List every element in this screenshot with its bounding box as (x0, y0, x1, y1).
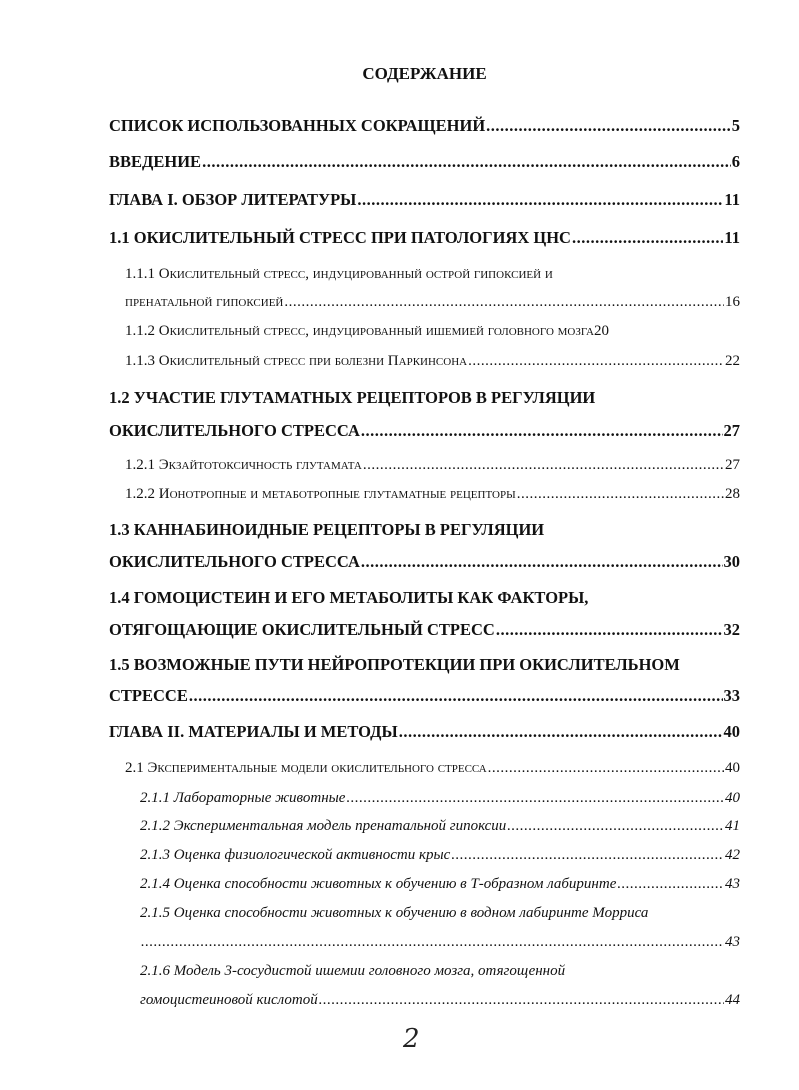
toc-entry-1-1-3 (125, 353, 740, 370)
toc-entry-text: 1.1.3 Окислительный стресс при болезни Паркинсона (125, 353, 468, 369)
toc-entry-2-1-1 (140, 790, 740, 807)
toc-entry-page: 27 (725, 457, 740, 473)
toc-entry-2-1-5 (140, 934, 740, 951)
toc-entry-2-1-3 (140, 847, 740, 864)
toc-entry-1-5-line1: 1.5 ВОЗМОЖНЫЕ ПУТИ НЕЙРОПРОТЕКЦИИ ПРИ ОКИСЛИТЕЛЬНОМ (109, 655, 680, 674)
toc-leader-dots (361, 552, 723, 572)
toc-entry-1-1-2 (125, 323, 740, 340)
toc-entry-text: ОКИСЛИТЕЛЬНОГО СТРЕССА (109, 421, 360, 440)
toc-entry-text: 2.1.2 Экспериментальная модель пренатальной гипоксии (140, 818, 507, 834)
toc-leader-dots (357, 190, 723, 210)
toc-entry-page: 40 (725, 760, 740, 776)
page-number: 2 (403, 1024, 420, 1054)
toc-entry-page: 32 (723, 620, 740, 639)
toc-entry-text: пренатальной гипоксией (125, 294, 284, 310)
toc-entry-1-2-1 (125, 457, 740, 474)
toc-entry-text: 1.2.2 Ионотропные и метаботропные глутаматные рецепторы (125, 486, 516, 502)
toc-entry-text: 1.2.1 Экзайтотоксичность глутамата (125, 457, 362, 473)
toc-entry-page: 27 (723, 421, 740, 440)
toc-entry-page: 11 (724, 228, 740, 247)
toc-leader-dots (284, 294, 724, 311)
toc-leader-dots (361, 421, 723, 441)
toc-entry-page: 16 (725, 294, 740, 310)
toc-leader-dots (486, 116, 731, 136)
toc-entry-1-5 (109, 686, 740, 706)
toc-leader-dots (346, 790, 724, 807)
toc-leader-dots (488, 760, 724, 777)
toc-entry-text: СПИСОК ИСПОЛЬЗОВАННЫХ СОКРАЩЕНИЙ (109, 116, 486, 135)
toc-entry-1-1-1-line1: 1.1.1 Окислительный стресс, индуцированный острой гипоксией и (125, 266, 553, 282)
toc-entry-page: 22 (725, 353, 740, 369)
toc-leader-dots (141, 934, 724, 951)
toc-entry-1-2-line1: 1.2 УЧАСТИЕ ГЛУТАМАТНЫХ РЕЦЕПТОРОВ В РЕГУЛЯЦИИ (109, 388, 596, 407)
toc-entry-page: 11 (724, 190, 740, 209)
toc-entry-text: ВВЕДЕНИЕ (109, 152, 202, 171)
toc-entry-text: 1.1 ОКИСЛИТЕЛЬНЫЙ СТРЕСС ПРИ ПАТОЛОГИЯХ ЦНС (109, 228, 571, 247)
toc-entry-text: ОТЯГОЩАЮЩИЕ ОКИСЛИТЕЛЬНЫЙ СТРЕСС (109, 620, 495, 639)
toc-entry-page: 41 (725, 818, 740, 834)
toc-entry-1-4-line1: 1.4 ГОМОЦИСТЕИН И ЕГО МЕТАБОЛИТЫ КАК ФАКТОРЫ, (109, 588, 589, 607)
toc-entry-chapter-1 (109, 190, 740, 210)
toc-entry-page: 5 (731, 116, 740, 135)
toc-entry-1-4 (109, 620, 740, 640)
toc-entry-text: 1.1.2 Окислительный стресс, индуцированный ишемией головного мозга (125, 323, 594, 339)
toc-entry-abbreviations (109, 116, 740, 136)
toc-entry-1-1-1 (125, 294, 740, 311)
toc-leader-dots (451, 847, 724, 864)
toc-entry-2-1-2 (140, 818, 740, 835)
toc-entry-page: 44 (725, 992, 740, 1008)
toc-leader-dots (189, 686, 723, 706)
toc-entry-2-1-6-line1: 2.1.6 Модель 3-сосудистой ишемии головного мозга, отягощенной (140, 963, 566, 979)
toc-leader-dots (363, 457, 724, 474)
toc-entry-text: гомоцистеиновой кислотой (140, 992, 318, 1008)
toc-leader-dots (319, 992, 724, 1009)
toc-entry-introduction (109, 152, 740, 172)
toc-entry-page: 43 (725, 934, 740, 950)
toc-entry-text: 2.1.4 Оценка способности животных к обучению в Т-образном лабиринте (140, 876, 617, 892)
toc-leader-dots (202, 152, 731, 172)
toc-entry-text: ГЛАВА I. ОБЗОР ЛИТЕРАТУРЫ (109, 190, 357, 209)
toc-leader-dots (496, 620, 723, 640)
toc-entry-1-1 (109, 228, 740, 248)
toc-leader-dots (468, 353, 724, 370)
toc-leader-dots (507, 818, 724, 835)
toc-entry-page: 42 (725, 847, 740, 863)
toc-entry-chapter-2 (109, 722, 740, 742)
toc-entry-text: СТРЕССЕ (109, 686, 188, 705)
toc-entry-page: 40 (723, 722, 740, 741)
toc-leader-dots (399, 722, 723, 742)
toc-entry-text: 2.1.1 Лабораторные животные (140, 790, 346, 806)
toc-entry-page: 40 (725, 790, 740, 806)
toc-entry-page: 43 (725, 876, 740, 892)
toc-entry-1-2-2 (125, 486, 740, 503)
toc-entry-text: 2.1.3 Оценка физиологической активности крыс (140, 847, 451, 863)
toc-title: СОДЕРЖАНИЕ (362, 64, 487, 83)
toc-leader-dots (517, 486, 724, 503)
toc-entry-page: 30 (723, 552, 740, 571)
toc-entry-text: 2.1 Экспериментальные модели окислительного стресса (125, 760, 487, 776)
toc-entry-page: 6 (731, 152, 740, 171)
toc-entry-2-1-6 (140, 992, 740, 1009)
toc-entry-page: 33 (723, 686, 740, 705)
toc-leader-dots (617, 876, 724, 893)
toc-entry-text: ГЛАВА II. МАТЕРИАЛЫ И МЕТОДЫ (109, 722, 398, 741)
toc-entry-1-2 (109, 421, 740, 441)
toc-leader-dots (572, 228, 723, 248)
toc-entry-page: 28 (725, 486, 740, 502)
toc-entry-1-3 (109, 552, 740, 572)
toc-entry-1-3-line1: 1.3 КАННАБИНОИДНЫЕ РЕЦЕПТОРЫ В РЕГУЛЯЦИИ (109, 520, 545, 539)
toc-entry-text: ОКИСЛИТЕЛЬНОГО СТРЕССА (109, 552, 360, 571)
toc-entry-2-1 (125, 760, 740, 777)
toc-entry-page: 20 (594, 323, 609, 339)
toc-entry-2-1-4 (140, 876, 740, 893)
toc-entry-2-1-5-line1: 2.1.5 Оценка способности животных к обучению в водном лабиринте Морриса (140, 905, 649, 921)
